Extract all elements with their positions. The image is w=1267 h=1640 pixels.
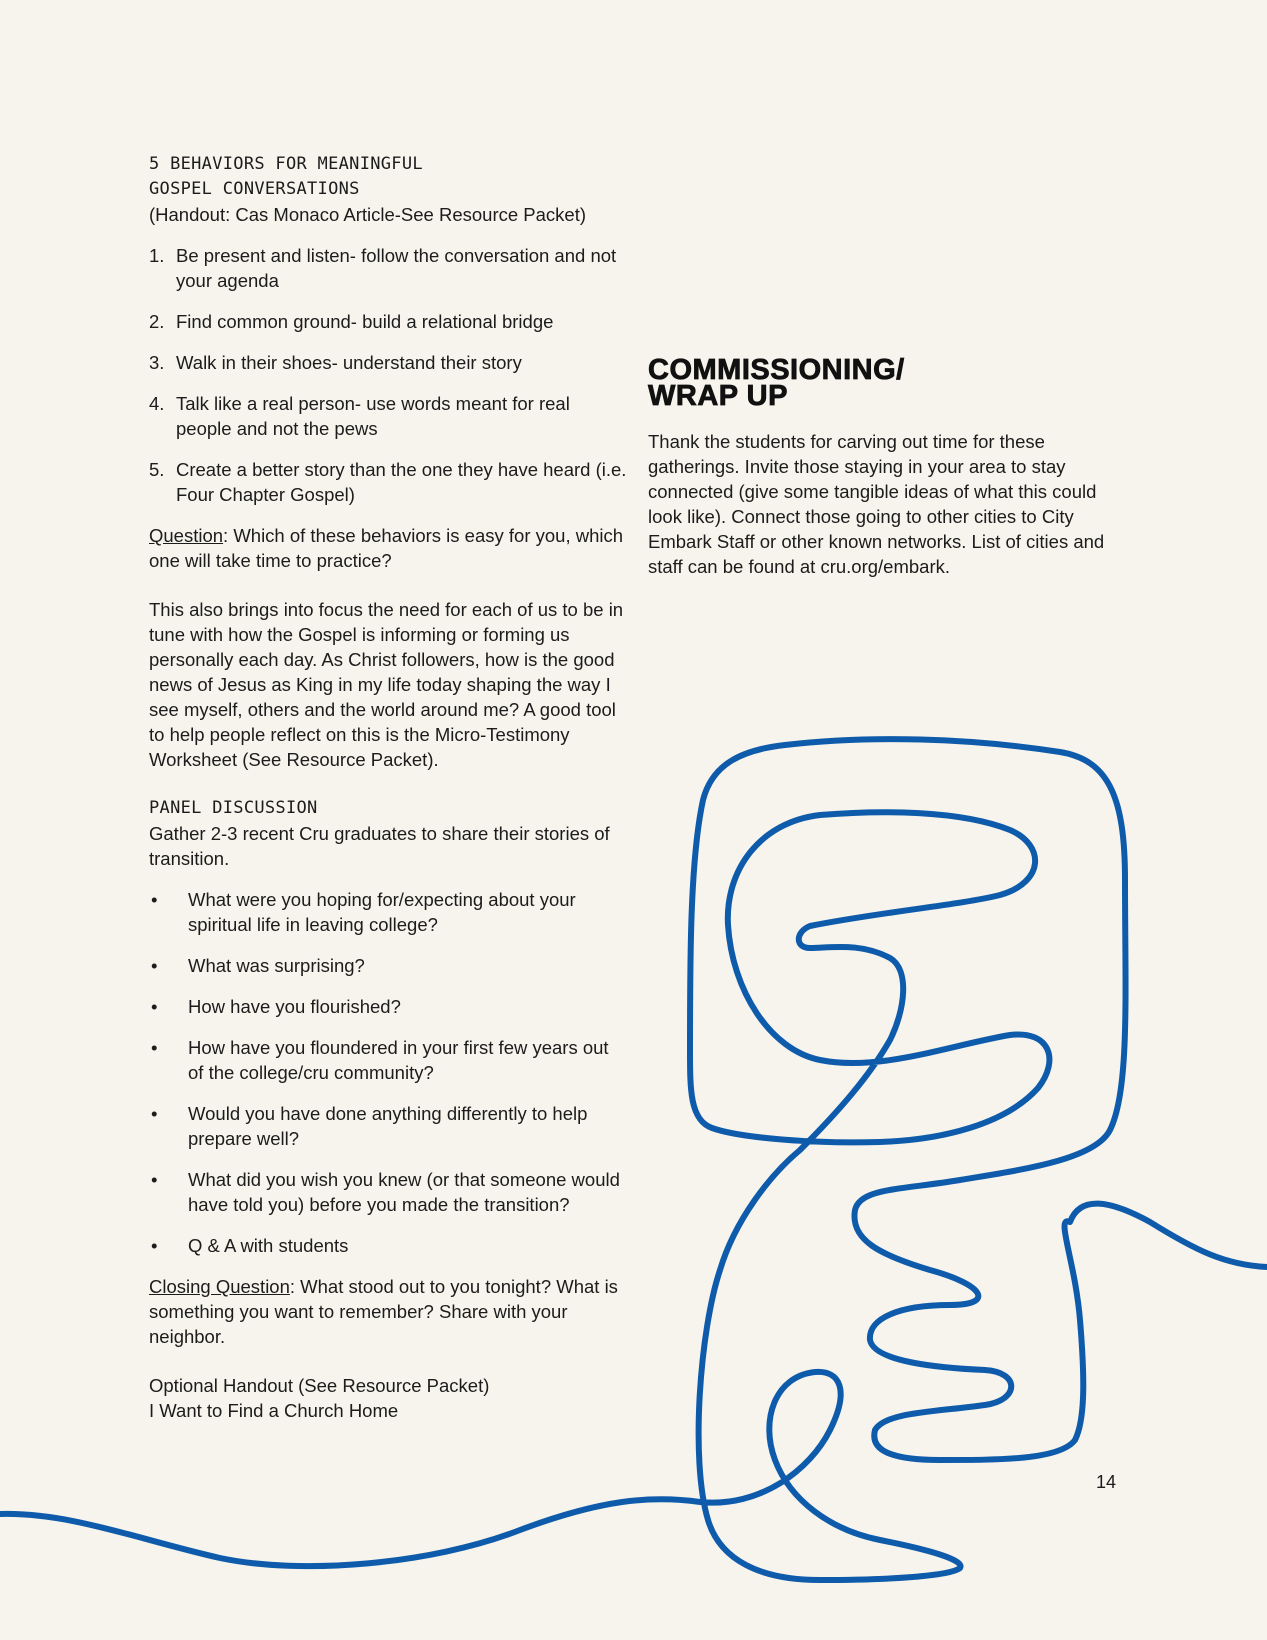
list-item: • How have you floundered in your first few years out of the college/cru community? [149,1035,629,1085]
behaviors-title-line1: 5 BEHAVIORS FOR MEANINGFUL [149,154,423,174]
closing-question-label: Closing Question [149,1276,290,1297]
optional-handout-line1: Optional Handout (See Resource Packet) [149,1375,490,1396]
panel-intro: Gather 2-3 recent Cru graduates to share their stories of transition. [149,823,610,869]
gospel-paragraph: This also brings into focus the need for each of us to be in tune with how the Gospel is informing or forming us personally each day. As Christ followers, how is the good news of Jesus as King in my life today shaping the way I see myself, others and the world around me? A good tool to help people reflect on this is the Micro-Testimony Worksheet (See Resource Packet). [149,599,624,770]
panel-title: PANEL DISCUSSION [149,798,318,818]
list-item: 2. Find common ground- build a relational bridge [149,311,554,332]
list-item-text: What were you hoping for/expecting about your spiritual life in leaving college? [188,889,576,935]
question-text: : Which of these behaviors is easy for you, which one will take time to practice? [149,525,624,571]
panel-discussion-section [149,796,629,1423]
closing-question-text: : What stood out to you tonight? What is something you want to remember? Share with your neighbor. [149,1276,618,1347]
list-item-text: How have you flourished? [188,996,401,1017]
list-item: 3. Walk in their shoes- understand their story [149,352,522,373]
optional-handout-line2: I Want to Find a Church Home [149,1400,399,1421]
list-item-text: Find common ground- build a relational bridge [176,311,554,332]
list-item: • Q & A with students [151,1235,349,1256]
list-item-text: Walk in their shoes- understand their story [176,352,522,373]
list-item: • How have you flourished? [151,996,401,1017]
list-item-text: What did you wish you knew (or that someone would have told you) before you made the transition? [188,1169,620,1215]
commissioning-heading-line1: COMMISSIONING/ [648,354,905,386]
list-item-text: What was surprising? [188,955,365,976]
panel-questions-list [149,887,629,1258]
behaviors-handout-note: (Handout: Cas Monaco Article-See Resource Packet) [149,204,587,225]
list-item-text: Be present and listen- follow the conversation and not your agenda [176,245,617,291]
list-item: • Would you have done anything differently to help prepare well? [149,1101,629,1151]
page-number: 14 [1096,1472,1117,1492]
optional-handout [149,1373,629,1423]
behaviors-question [149,523,629,573]
list-item-text: Talk like a real person- use words meant for real people and not the pews [176,393,570,439]
list-item-text: Would you have done anything differently to help prepare well? [188,1103,588,1149]
commissioning-body: Thank the students for carving out time for these gatherings. Invite those staying in your area to stay connected (give some tangible ideas of what this could look like). Connect those going to other cities to City Embark Staff or other known networks. List of cities and staff can be found at cru.org/embark. [648,431,1105,577]
commissioning-heading-line2: WRAP UP [648,380,788,412]
list-item-text: How have you floundered in your first few years out of the college/cru community? [188,1037,609,1083]
list-item-text: Create a better story than the one they have heard (i.e. Four Chapter Gospel) [176,459,627,505]
closing-question [149,1274,629,1349]
behaviors-list [149,243,629,507]
behaviors-title-line2: GOSPEL CONVERSATIONS [149,179,360,199]
list-item: 4. Talk like a real person- use words meant for real people and not the pews [149,391,629,441]
list-item: 1. Be present and listen- follow the conversation and not your agenda [149,243,629,293]
left-column [149,152,629,1423]
list-item-text: Q & A with students [188,1235,349,1256]
list-item: • What did you wish you knew (or that someone would have told you) before you made the transition? [149,1167,629,1217]
list-item: • What were you hoping for/expecting about your spiritual life in leaving college? [149,887,629,937]
question-label: Question [149,525,224,546]
list-item: 5. Create a better story than the one they have heard (i.e. Four Chapter Gospel) [149,457,629,507]
commissioning-heading [648,354,1118,412]
list-item: • What was surprising? [151,955,365,976]
right-column [648,354,1118,579]
